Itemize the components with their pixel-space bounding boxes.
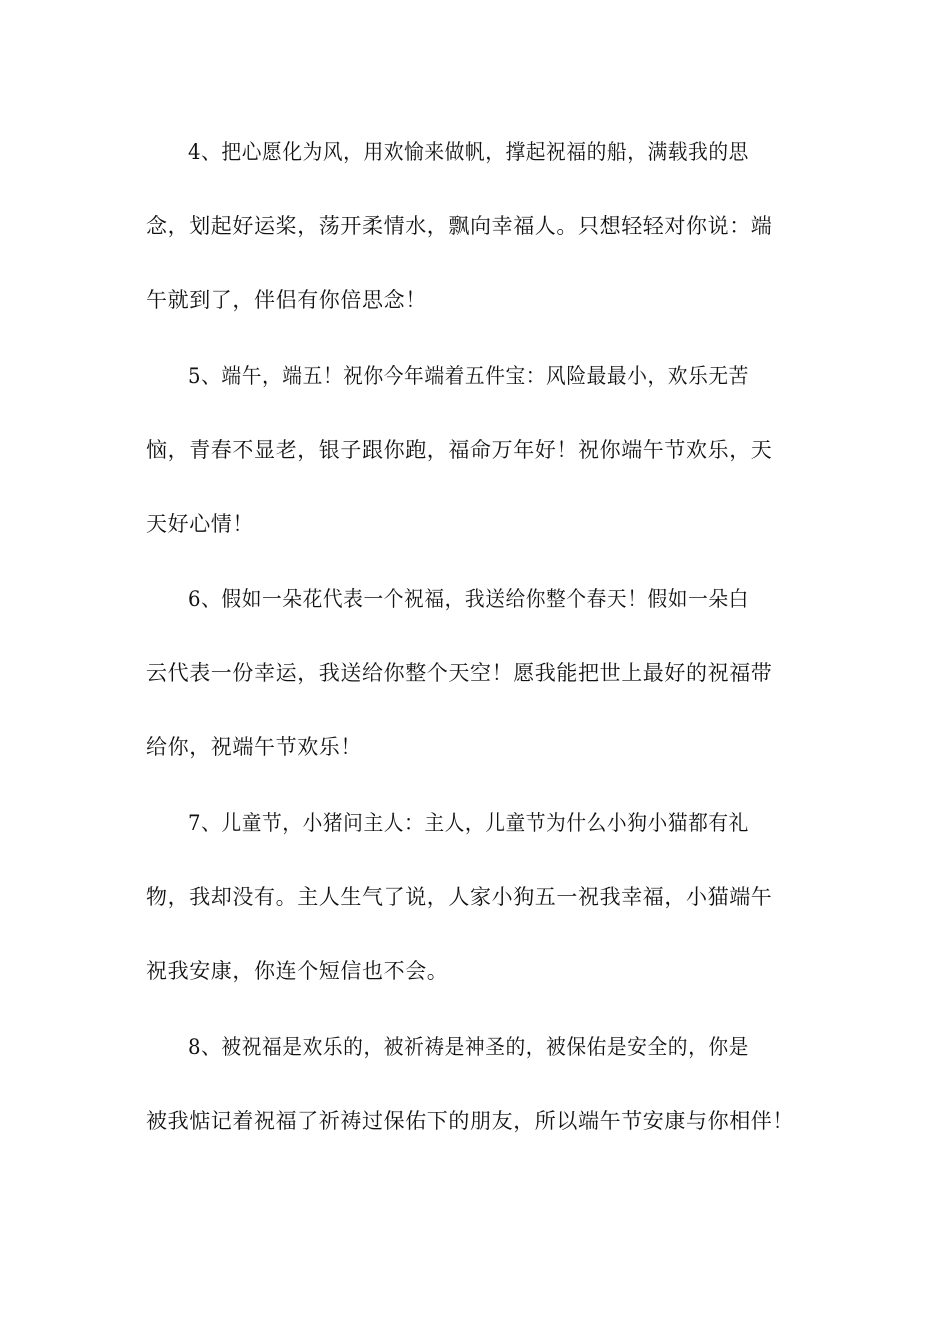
paragraph-5-line-1: 5、端午，端五！祝你今年端着五件宝：风险最最小，欢乐无苦 [188, 364, 749, 388]
paragraph-6-line-1: 6、假如一朵花代表一个祝福，我送给你整个春天！假如一朵白 [188, 587, 749, 611]
paragraph-8-line-1: 8、被祝福是欢乐的，被祈祷是神圣的，被保佑是安全的，你是 [188, 1035, 749, 1059]
paragraph-6-line-2: 云代表一份幸运，我送给你整个天空！愿我能把世上最好的祝福带 [146, 661, 773, 685]
paragraph-7-line-2: 物，我却没有。主人生气了说，人家小狗五一祝我幸福，小猫端午 [146, 885, 773, 909]
paragraph-5-line-3: 天好心情！ [146, 512, 254, 536]
paragraph-7-line-3: 祝我安康，你连个短信也不会。 [146, 959, 449, 983]
paragraph-8-line-2: 被我惦记着祝福了祈祷过保佑下的朋友，所以端午节安康与你相伴！ [146, 1109, 794, 1133]
paragraph-4-line-1: 4、把心愿化为风，用欢愉来做帆，撑起祝福的船，满载我的思 [188, 140, 749, 164]
paragraph-4-line-2: 念，划起好运桨，荡开柔情水，飘向幸福人。只想轻轻对你说：端 [146, 214, 773, 238]
paragraph-4-line-3: 午就到了，伴侣有你倍思念！ [146, 288, 427, 312]
paragraph-7-line-1: 7、儿童节，小猪问主人：主人，儿童节为什么小狗小猫都有礼 [188, 811, 749, 835]
paragraph-5-line-2: 恼，青春不显老，银子跟你跑，福命万年好！祝你端午节欢乐，天 [146, 438, 773, 462]
paragraph-6-line-3: 给你，祝端午节欢乐！ [146, 735, 362, 759]
